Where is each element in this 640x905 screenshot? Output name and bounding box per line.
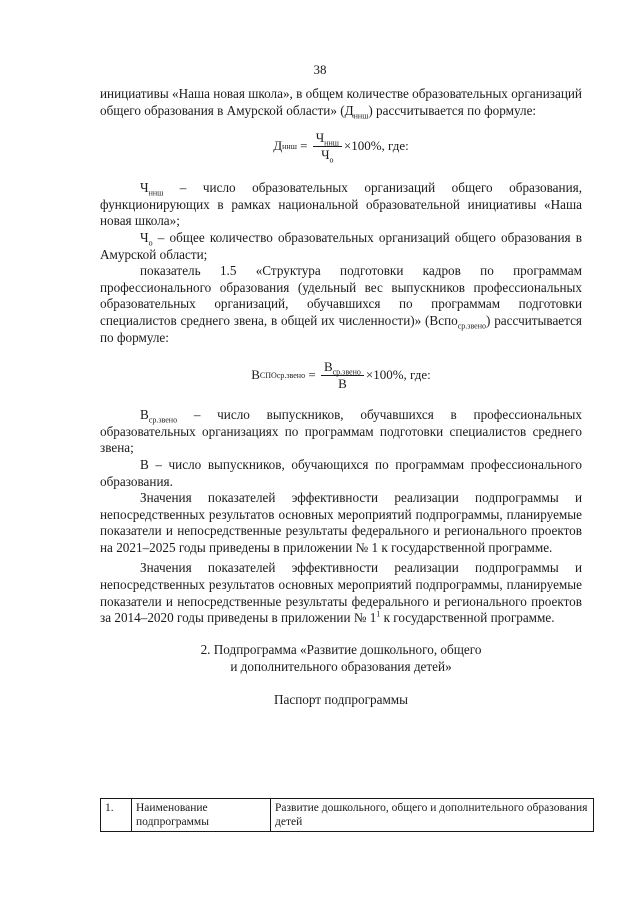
row-label: Наименование подпрограммы [132,799,271,832]
page-number: 38 [313,62,327,77]
formula-1-fraction: $\frac{Ч_{ннш}}{Ч_о}$ [313,131,342,162]
definition-chnnsh: $Ч_{ннш}$ – число образовательных организаций общего образования, функционирующих в рамках национальной образовательной инициативы «Наша новая школа»; [100,180,582,229]
formula-1: Д ннш = $\frac{Ч_{ннш}}{Ч_о}$ ×100%, где: [273,130,409,165]
formula-2: В СПОср.звено = $\frac{В_{ср.звено}}{В}$ ×100%, где: [251,359,431,392]
document-body [100,86,582,708]
row-value: Развитие дошкольного, общего и дополнительного образования детей [271,799,594,832]
definition-v: В – число выпускников, обучающихся по программам профессионального образования. [100,456,582,489]
row-number: 1. [101,799,132,832]
definition-v-sr-zveno: $В_{ср.звено}$ – число выпускников, обучавшихся в профессиональных образовательных организациях по программам подготовки специалистов среднего звена; [100,407,582,456]
passport-table [100,798,594,832]
table-row [101,799,594,832]
passport-title: Паспорт подпрограммы [274,691,408,707]
paragraph-2014-2020: Значения показателей эффективности реализации подпрограммы и непосредственных результатов основных мероприятий подпрограммы, планируемые показатели и непосредственные результаты федерального и регионального проектов за 2014–2020 годы приведены в приложении № $1^1$ к государственной программе. [100,560,582,626]
paragraph-2021-2025: Значения показателей эффективности реализации подпрограммы и непосредственных результатов основных мероприятий подпрограммы, планируемые показатели и непосредственные результаты федерального и регионального проектов на 2021–2025 годы приведены в приложении № 1 к государственной программе. [100,490,582,555]
intro-paragraph: инициативы «Наша новая школа», в общем количестве образовательных организаций общего образования в Амурской области» $(Д_{ннш})$ рассчитывается по формуле: [100,86,582,121]
subprogram-heading: 2. Подпрограмма «Развитие дошкольного, общего и дополнительного образования детей» [200,641,482,674]
formula-2-fraction: $\frac{В_{ср.звено}}{В}$ [321,360,364,391]
definition-cho: $Ч_о$ – общее количество образовательных организаций общего образования в Амурской области; [100,229,582,262]
indicator-1-5: показатель 1.5 «Структура подготовки кадров по программам профессионального образования (удельный вес выпускников профессиональных образовательных организаций, обучавшихся по программам подготовки специалистов среднего звена, в общей их численности)» (Вспо$_{ср.звено}$) рассчитывается по формуле: [100,263,583,345]
